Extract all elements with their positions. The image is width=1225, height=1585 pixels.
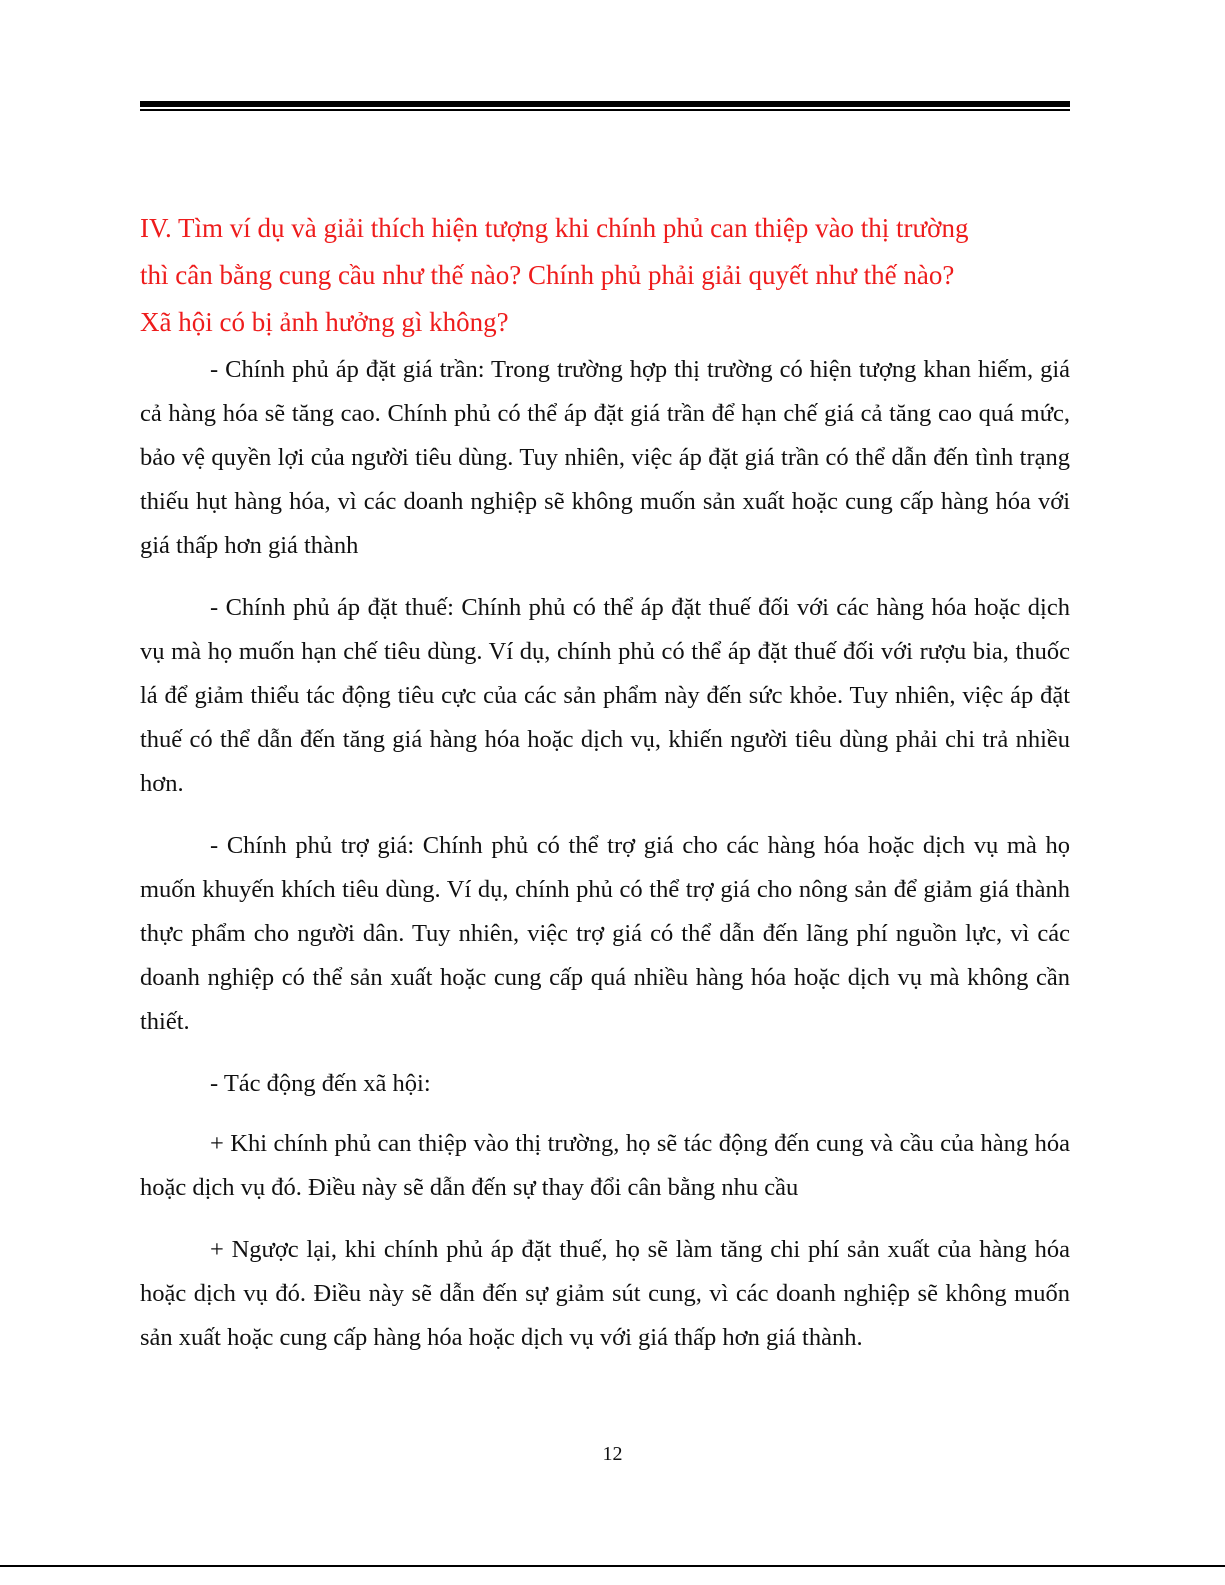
header-rule-thin xyxy=(140,109,1070,111)
section-heading-line-1: IV. Tìm ví dụ và giải thích hiện tượng khi chính phủ can thiệp vào thị trường xyxy=(140,213,969,243)
section-heading-line-2: thì cân bằng cung cầu như thế nào? Chính phủ phải giải quyết như thế nào? xyxy=(140,260,955,290)
footer-rule xyxy=(0,1565,1225,1567)
paragraph-society-heading: - Tác động đến xã hội: xyxy=(210,1070,431,1097)
section-heading xyxy=(140,205,1070,346)
page-number: 12 xyxy=(602,1443,623,1465)
paragraph-tax: - Chính phủ áp đặt thuế: Chính phủ có thể áp đặt thuế đối với các hàng hóa hoặc dịch vụ mà họ muốn hạn chế tiêu dùng. Ví dụ, chính phủ có thể áp đặt thuế đối với rượu bia, thuốc lá để giảm thiểu tác động tiêu cực của các sản phẩm này đến sức khỏe. Tuy nhiên, việc áp đặt thuế có thể dẫn đến tăng giá hàng hóa hoặc dịch vụ, khiến người tiêu dùng phải chi trả nhiều hơn. xyxy=(140,594,1070,797)
paragraph-price-ceiling: - Chính phủ áp đặt giá trần: Trong trường hợp thị trường có hiện tượng khan hiếm, giá cả hàng hóa sẽ tăng cao. Chính phủ có thể áp đặt giá trần để hạn chế giá cả tăng cao quá mức, bảo vệ quyền lợi của người tiêu dùng. Tuy nhiên, việc áp đặt giá trần có thể dẫn đến tình trạng thiếu hụt hàng hóa, vì các doanh nghiệp sẽ không muốn sản xuất hoặc cung cấp hàng hóa với giá thấp hơn giá thành xyxy=(140,356,1070,559)
header-rule-thick xyxy=(140,101,1070,107)
section-heading-line-3: Xã hội có bị ảnh hưởng gì không? xyxy=(140,307,509,337)
paragraph-society-point-1: + Khi chính phủ can thiệp vào thị trường, họ sẽ tác động đến cung và cầu của hàng hóa hoặc dịch vụ đó. Điều này sẽ dẫn đến sự thay đổi cân bằng nhu cầu xyxy=(140,1130,1070,1201)
paragraph-subsidy: - Chính phủ trợ giá: Chính phủ có thể trợ giá cho các hàng hóa hoặc dịch vụ mà họ muốn khuyến khích tiêu dùng. Ví dụ, chính phủ có thể trợ giá cho nông sản để giảm giá thành thực phẩm cho người dân. Tuy nhiên, việc trợ giá có thể dẫn đến lãng phí nguồn lực, vì các doanh nghiệp có thể sản xuất hoặc cung cấp quá nhiều hàng hóa hoặc dịch vụ mà không cần thiết. xyxy=(140,832,1070,1035)
page-content xyxy=(140,205,1070,1360)
paragraph-society-point-2: + Ngược lại, khi chính phủ áp đặt thuế, họ sẽ làm tăng chi phí sản xuất của hàng hóa hoặc dịch vụ đó. Điều này sẽ dẫn đến sự giảm sút cung, vì các doanh nghiệp sẽ không muốn sản xuất hoặc cung cấp hàng hóa hoặc dịch vụ với giá thấp hơn giá thành. xyxy=(140,1236,1070,1351)
